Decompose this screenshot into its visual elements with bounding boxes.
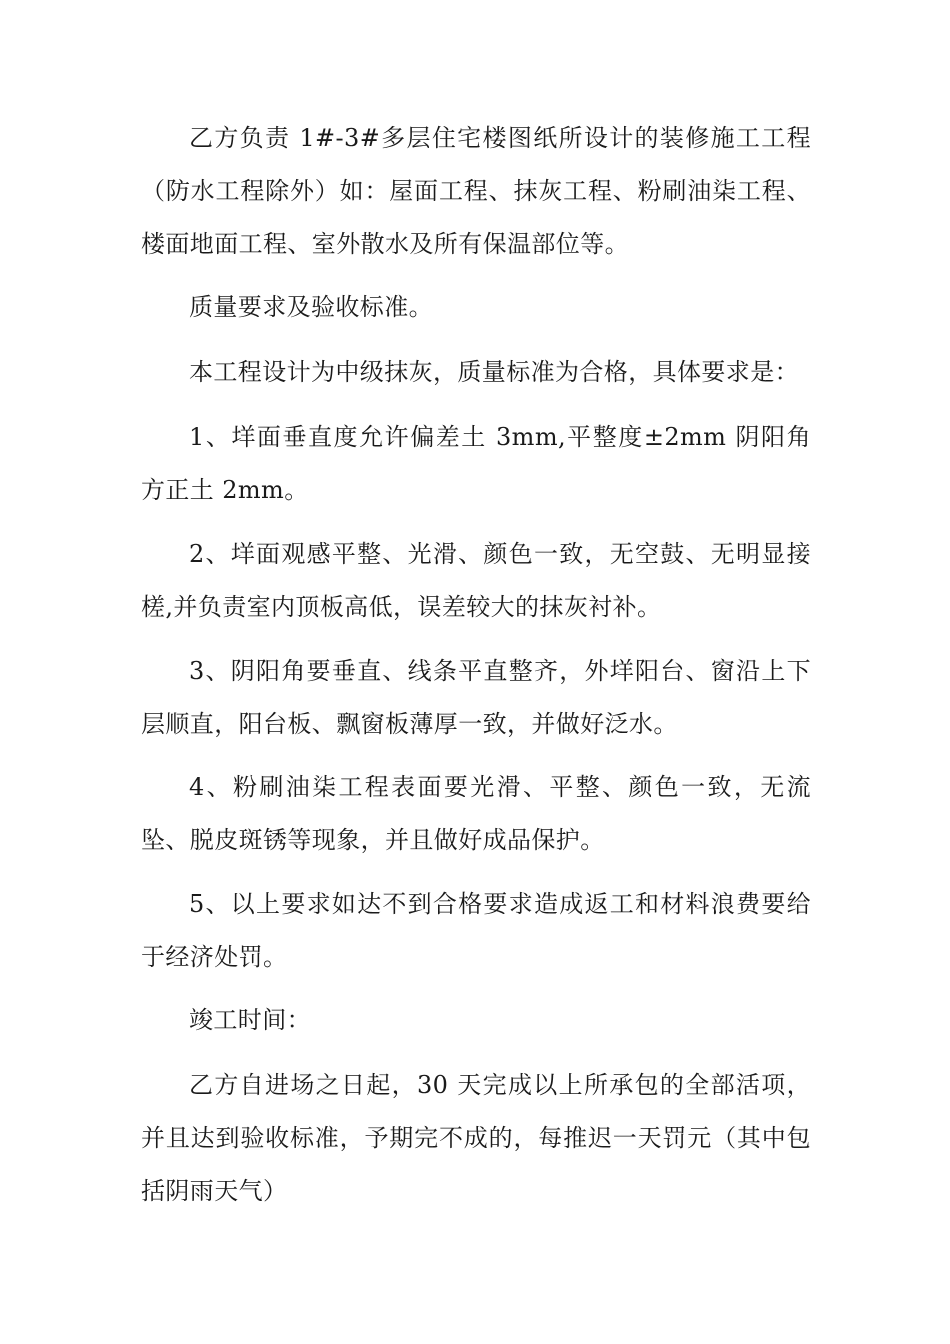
paragraph-requirement-2: 2、垟面观感平整、光滑、颜色一致，无空鼓、无明显接槎,并负责室内顶板高低，误差较大的抹灰衬补。: [141, 540, 811, 621]
paragraph-requirement-5: 5、以上要求如达不到合格要求造成返工和材料浪费要给于经济处罚。: [141, 890, 811, 971]
paragraph-scope: 乙方负责 1#-3#多层住宅楼图纸所设计的装修施工工程（防水工程除外）如：屋面工程、抹灰工程、粉刷油柒工程、楼面地面工程、室外散水及所有保温部位等。: [141, 124, 811, 258]
paragraph-completion-terms: 乙方自进场之日起，30 天完成以上所承包的全部活项，并且达到验收标准，予期完不成的，每推迟一天罚元（其中包括阴雨天气）: [141, 1071, 811, 1205]
paragraph-requirement-1: 1、垟面垂直度允许偏差土 3mm,平整度±2mm 阴阳角方正土 2mm。: [141, 423, 811, 504]
paragraph-requirement-4: 4、粉刷油柒工程表面要光滑、平整、颜色一致，无流坠、脱皮斑锈等现象，并且做好成品保护。: [141, 773, 811, 854]
paragraph-quality-heading: 质量要求及验收标准。: [189, 293, 433, 321]
paragraph-requirement-3: 3、阴阳角要垂直、线条平直整齐，外垟阳台、窗沿上下层顺直，阳台板、飘窗板薄厚一致，并做好泛水。: [141, 657, 811, 738]
paragraph-quality-standard: 本工程设计为中级抹灰，质量标准为合格，具体要求是：: [189, 358, 799, 386]
paragraph-completion-heading: 竣工时间：: [189, 1006, 311, 1034]
